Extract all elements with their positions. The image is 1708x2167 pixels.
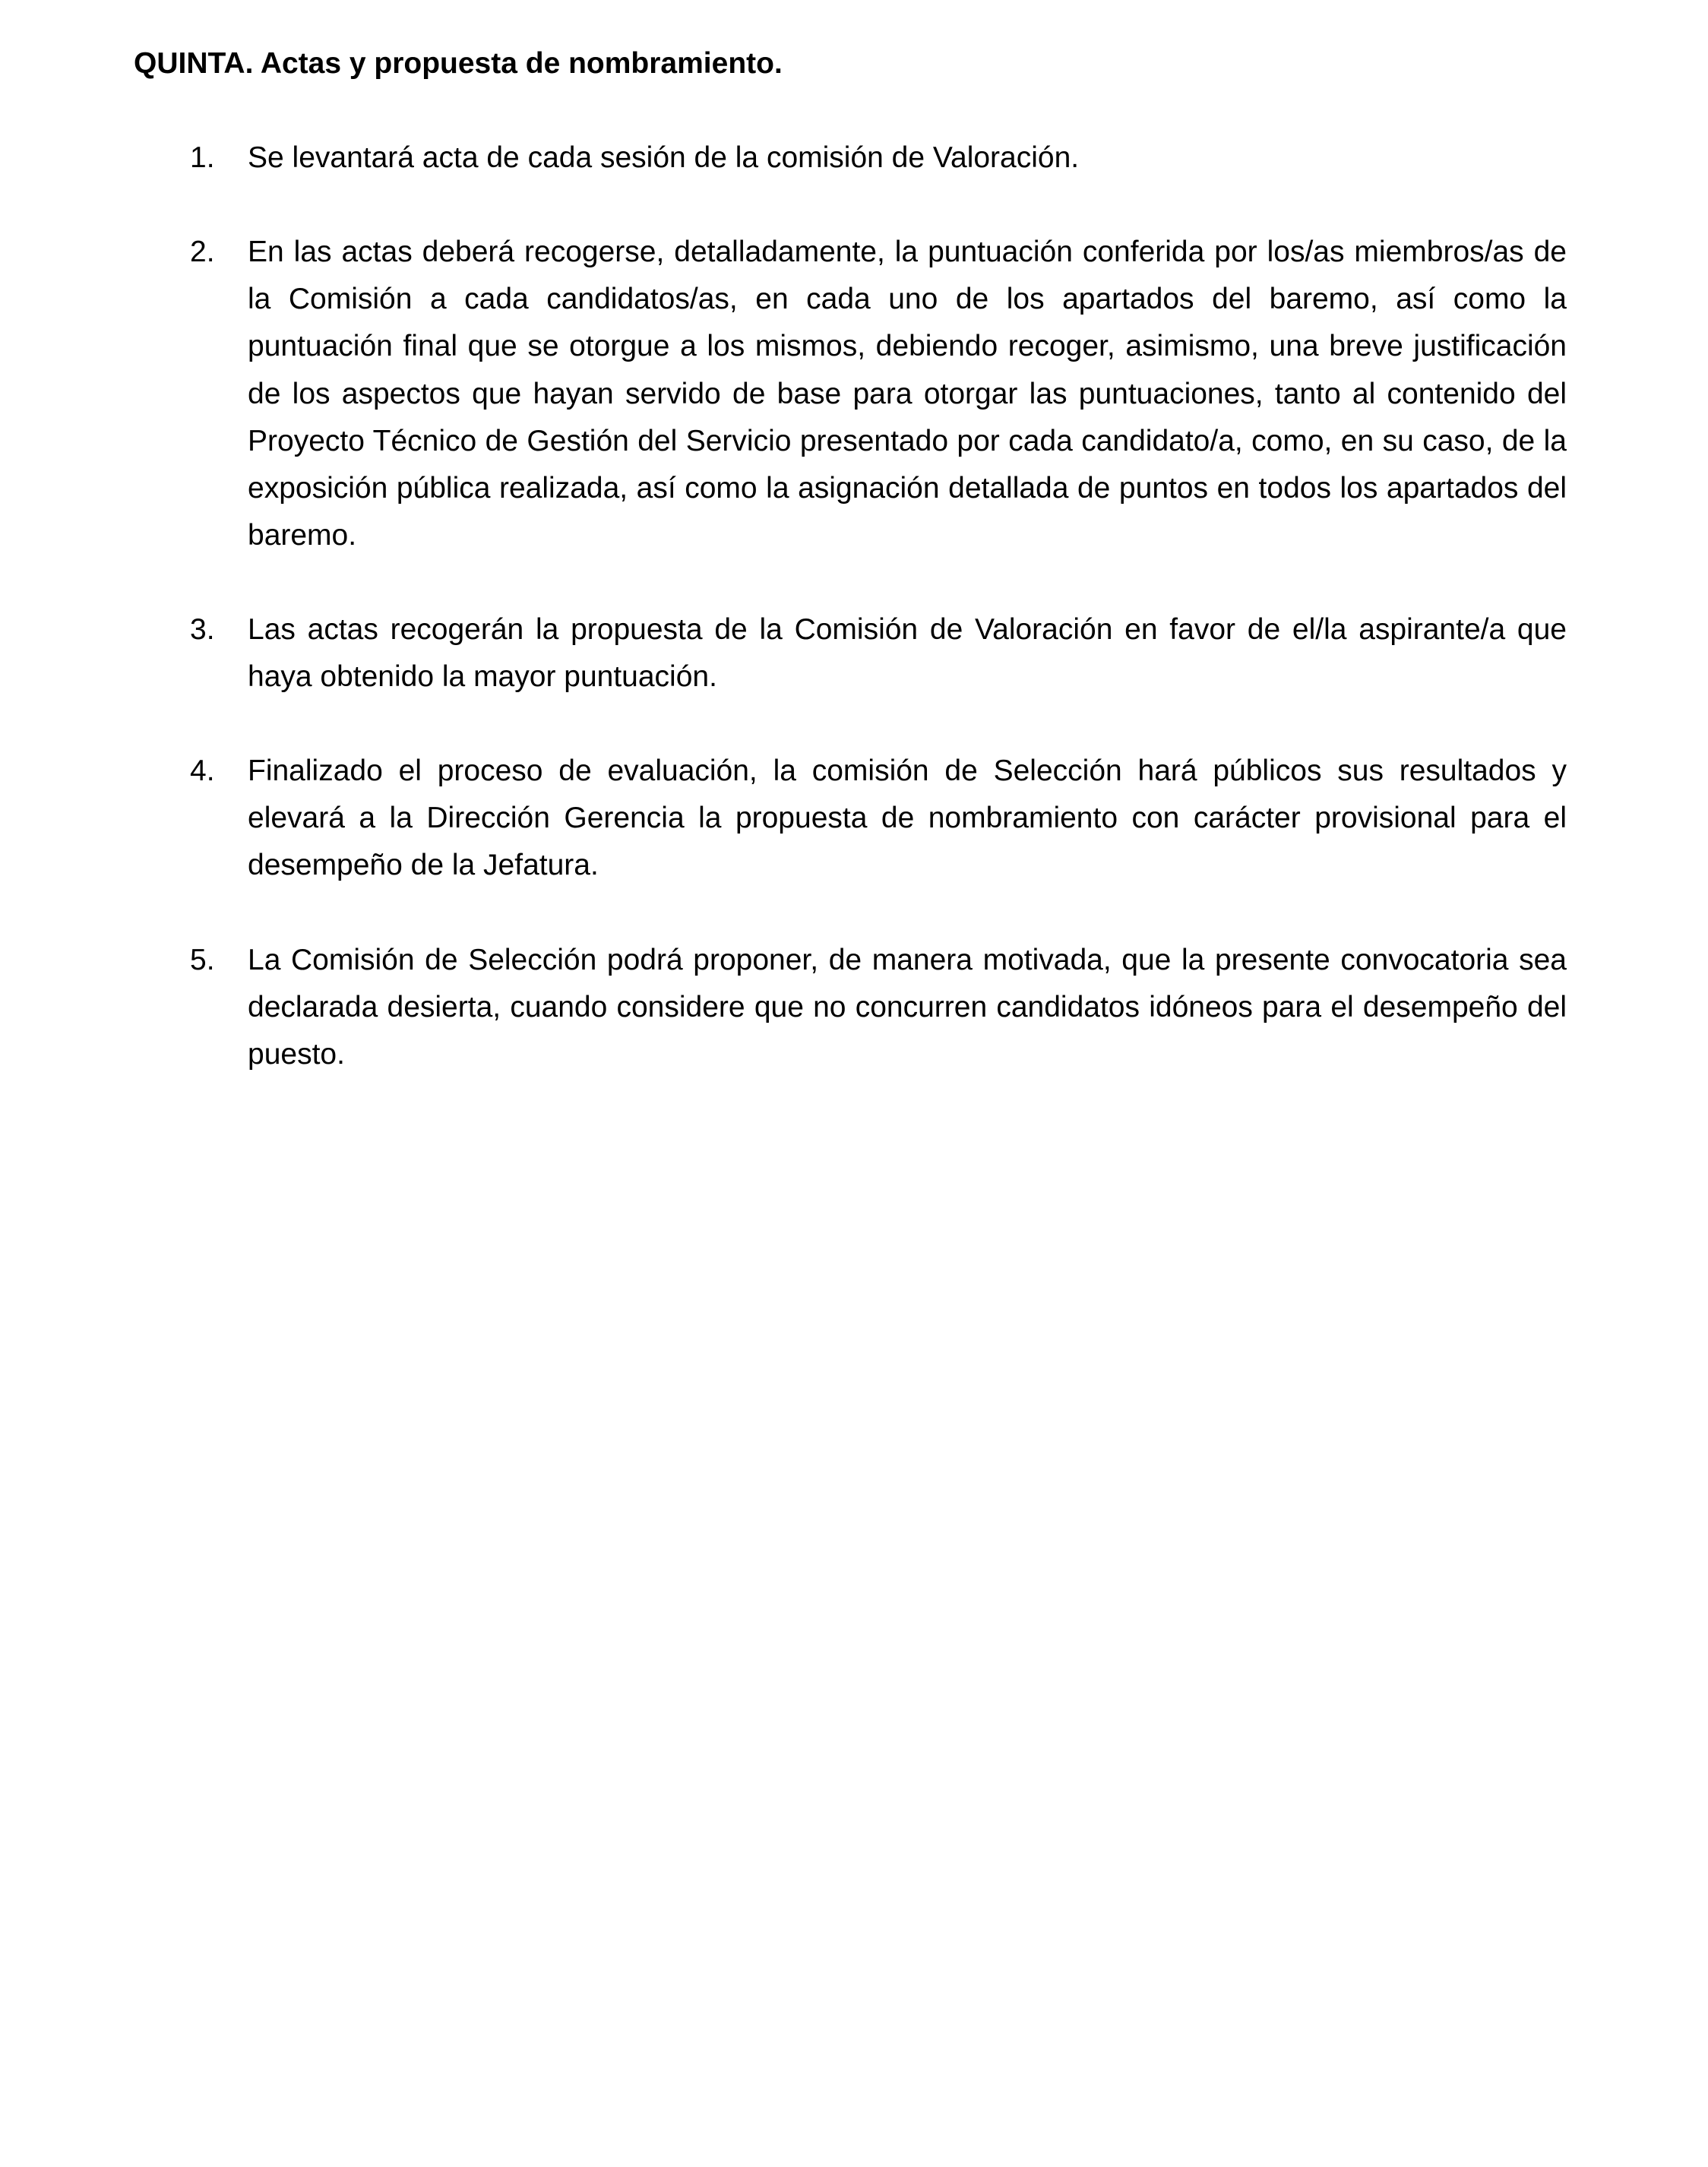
list-item xyxy=(190,606,1567,701)
section-heading: QUINTA. Actas y propuesta de nombramiento. xyxy=(134,47,783,80)
list-item xyxy=(190,748,1567,890)
list-item-number: 1. xyxy=(190,141,215,174)
list-item xyxy=(190,937,1567,1079)
list-item-text: La Comisión de Selección podrá proponer, de manera motivada, que la presente convocatoria sea declarada desierta, cuando considere que no concurren candidatos idóneos para el desempeño del puesto. xyxy=(248,944,1567,1071)
list-item-text: Las actas recogerán la propuesta de la Comisión de Valoración en favor de el/la aspirante/a que haya obtenido la mayor puntuación. xyxy=(248,613,1567,694)
list-item-number: 4. xyxy=(190,754,215,787)
list-item-number: 5. xyxy=(190,944,215,976)
list-item-text: Finalizado el proceso de evaluación, la comisión de Selección hará públicos sus resultados y elevará a la Dirección Gerencia la propuesta de nombramiento con carácter provisional para el desempeño de la Jefatura. xyxy=(248,754,1567,882)
list-item-number: 2. xyxy=(190,236,215,268)
list-item-text: En las actas deberá recogerse, detalladamente, la puntuación conferida por los/as miembros/as de la Comisión a cada candidatos/as, en cada uno de los apartados del baremo, así como la puntuación final que se otorgue a los mismos, debiendo recoger, asimismo, una breve justificación de los aspectos que hayan servido de base para otorgar las puntuaciones, tanto al contenido del Proyecto Técnico de Gestión del Servicio presentado por cada candidato/a, como, en su caso, de la exposición pública realizada, así como la asignación detallada de puntos en todos los apartados del baremo. xyxy=(248,236,1567,552)
list-item-text: Se levantará acta de cada sesión de la comisión de Valoración. xyxy=(248,141,1080,174)
list-item xyxy=(190,229,1567,559)
list-item xyxy=(190,134,1567,182)
list-item-number: 3. xyxy=(190,613,215,646)
